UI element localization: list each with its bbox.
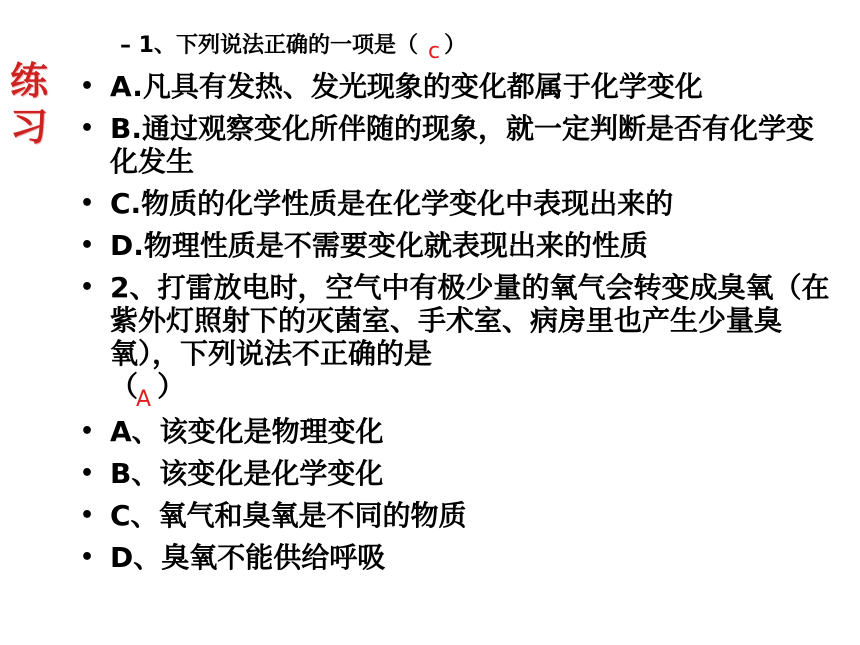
section-title-char-2: 习 — [10, 104, 49, 149]
sub-bullet-dash: – — [120, 33, 131, 58]
question-2-open: （ — [110, 370, 139, 403]
bullet-icon: • — [80, 233, 95, 258]
list-item-text: D.物理性质是不需要变化就表现出来的性质 — [110, 229, 648, 262]
bullet-icon: • — [80, 419, 95, 444]
question-1-text: 1、下列说法正确的一项是（ — [138, 33, 418, 58]
content-list — [76, 70, 836, 583]
list-item — [76, 541, 836, 574]
bullet-icon: • — [80, 545, 95, 570]
list-item-text: B、该变化是化学变化 — [110, 457, 384, 490]
question-2-text: 2、打雷放电时，空气中有极少量的氧气会转变成臭氧（在紫外灯照射下的灭菌室、手术室、病房里也产生少量臭氧），下列说法不正确的是 — [110, 271, 830, 370]
bullet-icon: • — [80, 191, 95, 216]
list-item-text: C.物质的化学性质是在化学变化中表现出来的 — [110, 187, 674, 220]
question-1-close: ） — [444, 33, 467, 58]
bullet-icon: • — [80, 503, 95, 528]
list-item — [76, 415, 836, 448]
bullet-icon: • — [80, 275, 95, 300]
list-item-text: A、该变化是物理变化 — [110, 415, 384, 448]
question-2-answer: A — [136, 387, 152, 412]
list-item — [76, 187, 836, 220]
list-item — [76, 229, 836, 262]
list-item-text: B.通过观察变化所伴随的现象，就一定判断是否有化学变化发生 — [110, 112, 814, 178]
list-item — [76, 70, 836, 103]
list-item — [76, 499, 836, 532]
list-item-text: A.凡具有发热、发光现象的变化都属于化学变化 — [110, 70, 703, 103]
section-title-char-1: 练 — [10, 58, 49, 103]
question-2-close: ） — [157, 370, 186, 403]
question-1 — [120, 32, 467, 64]
list-item-text: D、臭氧不能供给呼吸 — [110, 541, 386, 574]
list-item — [76, 112, 836, 178]
bullet-icon: • — [80, 116, 95, 141]
section-title — [10, 58, 60, 150]
list-item-text: C、氧气和臭氧是不同的物质 — [110, 499, 467, 532]
question-1-answer: c — [427, 39, 441, 64]
list-item — [76, 271, 836, 412]
bullet-icon: • — [80, 74, 95, 99]
bullet-icon: • — [80, 461, 95, 486]
list-item — [76, 457, 836, 490]
